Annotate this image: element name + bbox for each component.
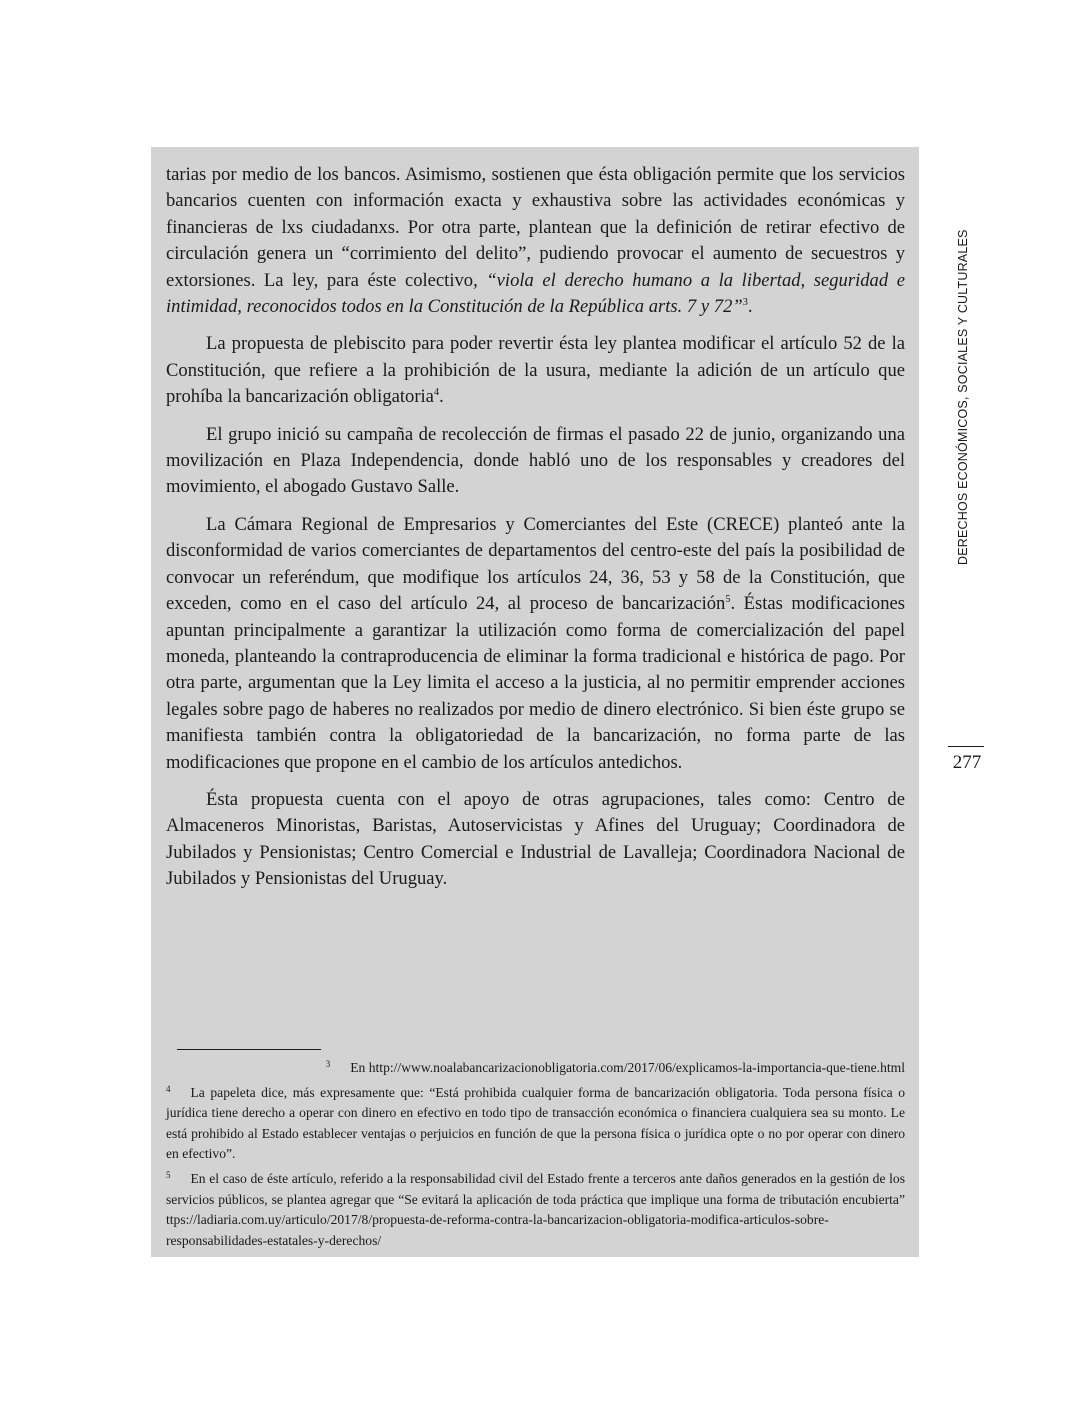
paragraph-2: La propuesta de plebiscito para poder revertir ésta ley plantea modificar el artículo 52 de la Constitución, que refiere a la prohibición de la usura, mediante la adición de un artículo que prohíba la bancarización obligatoria$^4$. bbox=[166, 333, 905, 408]
footnote-3 bbox=[166, 1054, 905, 1079]
paragraph-4: La Cámara Regional de Empresarios y Comerciantes del Este (CRECE) planteó ante la disconformidad de varios comerciantes de departamentos del centro-este del país la posibilidad de convocar un referéndum, que modifique los artículos 24, 36, 53 y 58 de la Constitución, que exceden, como en el caso del artículo 24, al proceso de bancarización$^5$. Éstas modificaciones apuntan principalmente a garantizar la utilización como forma de comercialización del papel moneda, planteando la contraproducencia de eliminar la forma tradicional e histórica de pago. Por otra parte, argumentan que la Ley limita el acceso a la justicia, al no permitir emprender acciones legales sobre pago de haberes no realizados por medio de dinero electrónico. Si bien éste grupo se manifiesta también contra la obligatoriedad de la bancarización, no forma parte de las modificaciones que propone en el cambio de los artículos antedichos. bbox=[166, 513, 905, 773]
footnote-5: $^5$ En el caso de éste artículo, referido a la responsabilidad civil del Estado frente a terceros ante daños generados en la gestión de los servicios públicos, se plantea agregar que “Se evitará la aplicación de toda práctica que implique una forma de tributación encubierta” ttps://ladiaria.com.uy/articulo/2017/8/propuesta-de-reforma-contra-la-bancarizacion-obligatoria-modifica-articulos-sobre-responsabilidades-estatales-y-derechos/ bbox=[166, 1169, 905, 1248]
footnote-separator bbox=[177, 1049, 321, 1050]
footnote-number: 3 bbox=[325, 1059, 331, 1069]
page-number: 277 bbox=[952, 752, 982, 773]
footnote-number: 4 bbox=[166, 1083, 171, 1094]
body-text bbox=[166, 162, 905, 904]
page-number-rule bbox=[948, 746, 984, 747]
paragraph-5: Ésta propuesta cuenta con el apoyo de otras agrupaciones, tales como: Centro de Almaceneros Minoristas, Baristas, Autoservicistas y Afines del Uruguay; Coordinadora de Jubilados y Pensionistas; Centro Comercial e Industrial de Lavalleja; Coordinadora Nacional de Jubilados y Pensionistas del Uruguay. bbox=[166, 788, 905, 890]
running-head: DERECHOS ECONÓMICOS, SOCIALES Y CULTURALES bbox=[956, 229, 970, 565]
footnote-ref-5[interactable]: 5 bbox=[725, 593, 731, 605]
footnote-4: $^4$ La papeleta dice, más expresamente que: “Está prohibida cualquier forma de bancarización obligatoria. Toda persona física o jurídica tiene derecho a operar con dinero en efectivo en todo tipo de transacción económica o financiera cualquiera sea su monto. Le está prohibido al Estado establecer ventajas o perjuicios en función de que la persona física o jurídica opte o no por operar con dinero en efectivo”. bbox=[166, 1083, 905, 1162]
quote: “viola el derecho humano a la libertad, seguridad e intimidad, reconocidos todos en la Constitución de la República arts. 7 y 72” bbox=[166, 269, 905, 318]
paragraph-1: tarias por medio de los bancos. Asimismo, sostienen que ésta obligación permite que los servicios bancarios cuenten con información exacta y exhaustiva sobre las actividades económicas y financieras de lxs ciudadanxs. Por otra parte, plantean que la definición de retirar efectivo de circulación genera un “corrimiento del delito”, pudiendo provocar el aumento de secuestros y extorsiones. La ley, para éste colectivo, “viola el derecho humano a la libertad, seguridad e intimidad, reconocidos todos en la Constitución de la República arts. 7 y 72”$^3$. bbox=[166, 164, 905, 318]
paragraph-3: El grupo inició su campaña de recolección de firmas el pasado 22 de junio, organizando una movilización en Plaza Independencia, donde habló uno de los responsables y creadores del movimiento, el abogado Gustavo Salle. bbox=[166, 423, 905, 498]
footnotes bbox=[166, 1054, 905, 1251]
footnote-ref-4[interactable]: 4 bbox=[433, 387, 440, 399]
footnote-link[interactable]: En http://www.noalabancarizacionobligatoria.com/2017/06/explicamos-la-importancia-que-tiene.html bbox=[350, 1060, 905, 1075]
footnote-number: 5 bbox=[166, 1169, 171, 1180]
footnote-ref-3[interactable]: 3 bbox=[742, 296, 748, 308]
